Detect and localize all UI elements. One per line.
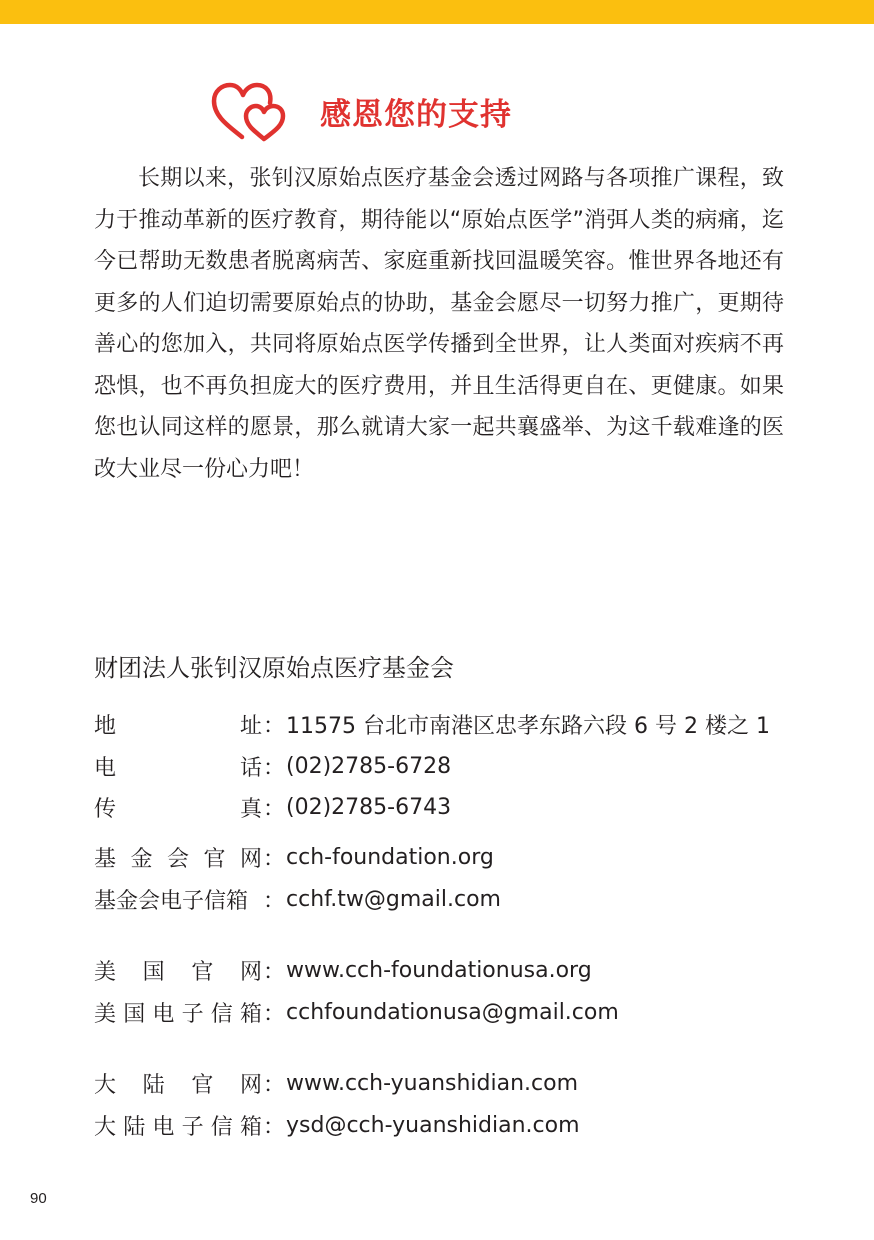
contact-colon: ： <box>262 796 285 822</box>
contact-label-char: 电 <box>152 1114 175 1140</box>
contact-row-foundation-email <box>94 883 501 915</box>
contact-colon: ： <box>262 959 285 985</box>
contact-value-foundation-email[interactable]: cchf.tw@gmail.com <box>286 886 501 912</box>
contact-label-char: 址 <box>239 713 262 739</box>
contact-label-char: 信 <box>210 1114 233 1140</box>
contact-label <box>94 955 262 986</box>
contact-label-char: 话 <box>239 755 262 781</box>
page-title: 感恩您的支持 <box>320 96 512 133</box>
contact-label-char: 国 <box>142 959 165 985</box>
contact-label <box>94 842 262 873</box>
contact-colon: ： <box>262 713 285 739</box>
contact-value-phone: (02)2785-6728 <box>286 753 452 779</box>
section-heading <box>208 76 512 146</box>
contact-value-foundation-website[interactable]: cch-foundation.org <box>286 844 494 870</box>
contact-row-mainland-website <box>94 1067 578 1099</box>
contact-label-char: 箱 <box>239 1001 262 1027</box>
contact-value-address: 11575 台北市南港区忠孝东路六段 6 号 2 楼之 1 <box>286 713 770 739</box>
body-paragraph: 长期以来，张钊汉原始点医疗基金会透过网路与各项推广课程，致力于推动革新的医疗教育，期待能以“原始点医学”消弭人类的病痛，迄今已帮助无数患者脱离病苦、家庭重新找回温暖笑容。惟世界各地还有更多的人们迫切需要原始点的协助，基金会愿尽一切努力推广，更期待善心的您加入，共同将原始点医学传播到全世界，让人类面对疾病不再恐惧，也不再负担庞大的医疗费用，并且生活得更自在、更健康。如果您也认同这样的愿景，那么就请大家一起共襄盛举、为这千载难逢的医改大业尽一份心力吧！ <box>94 166 784 482</box>
contact-label-char: 大 <box>94 1072 117 1098</box>
contact-label-char: 官 <box>191 959 214 985</box>
contact-colon: ： <box>262 1114 285 1140</box>
contact-label-char: 国 <box>123 1001 146 1027</box>
contact-colon: ： <box>262 1001 285 1027</box>
contact-label-char: 大 <box>94 1114 117 1140</box>
contact-label-char: 会 <box>166 846 189 872</box>
contact-label-char: 金 <box>130 846 153 872</box>
contact-row-fax <box>94 791 451 823</box>
contact-label-char: 网 <box>239 959 262 985</box>
contact-label <box>94 709 262 740</box>
contact-value-mainland-website[interactable]: www.cch-yuanshidian.com <box>286 1070 579 1096</box>
contact-label-char: 美 <box>94 1001 117 1027</box>
contact-colon: ： <box>262 846 285 872</box>
contact-label <box>94 1068 262 1099</box>
contact-label-char: 信 <box>210 1001 233 1027</box>
contact-label-char: 真 <box>239 796 262 822</box>
contact-label <box>94 792 262 823</box>
contact-colon: ： <box>262 1072 285 1098</box>
contact-label: 基金会电子信箱 <box>94 888 249 914</box>
contact-label-char: 地 <box>94 713 117 739</box>
contact-row-foundation-website <box>94 841 494 873</box>
contact-row-phone <box>94 750 451 782</box>
contact-label-char: 网 <box>239 846 262 872</box>
contact-label-char: 陆 <box>123 1114 146 1140</box>
contact-row-address <box>94 708 770 740</box>
contact-value-us-website[interactable]: www.cch-foundationusa.org <box>286 957 592 983</box>
contact-label-char: 电 <box>152 1001 175 1027</box>
top-color-bar <box>0 0 874 24</box>
contact-label <box>94 1110 262 1141</box>
contact-row-us-email <box>94 996 619 1028</box>
contact-label-char: 美 <box>94 959 117 985</box>
contact-value-mainland-email[interactable]: ysd@cch-yuanshidian.com <box>286 1112 580 1138</box>
contact-label-char: 网 <box>239 1072 262 1098</box>
contact-label <box>94 751 262 782</box>
contact-label-char: 箱 <box>239 1114 262 1140</box>
contact-colon: ： <box>262 888 285 914</box>
contact-row-us-website <box>94 954 592 986</box>
contact-label-char: 子 <box>181 1114 204 1140</box>
contact-label-char: 官 <box>191 1072 214 1098</box>
contact-label-char: 子 <box>181 1001 204 1027</box>
contact-label-char: 陆 <box>142 1072 165 1098</box>
contact-value-fax: (02)2785-6743 <box>286 794 452 820</box>
contact-colon: ： <box>262 755 285 781</box>
contact-label <box>94 997 262 1028</box>
contact-value-us-email[interactable]: cchfoundationusa@gmail.com <box>286 999 619 1025</box>
contact-label-char: 电 <box>94 755 117 781</box>
double-heart-icon <box>208 79 290 143</box>
page-number: 90 <box>30 1190 47 1207</box>
contact-label-char: 官 <box>203 846 226 872</box>
contact-row-mainland-email <box>94 1109 580 1141</box>
organization-name: 财团法人张钊汉原始点医疗基金会 <box>94 654 454 682</box>
contact-label-char: 传 <box>94 796 117 822</box>
contact-label-char: 基 <box>94 846 117 872</box>
